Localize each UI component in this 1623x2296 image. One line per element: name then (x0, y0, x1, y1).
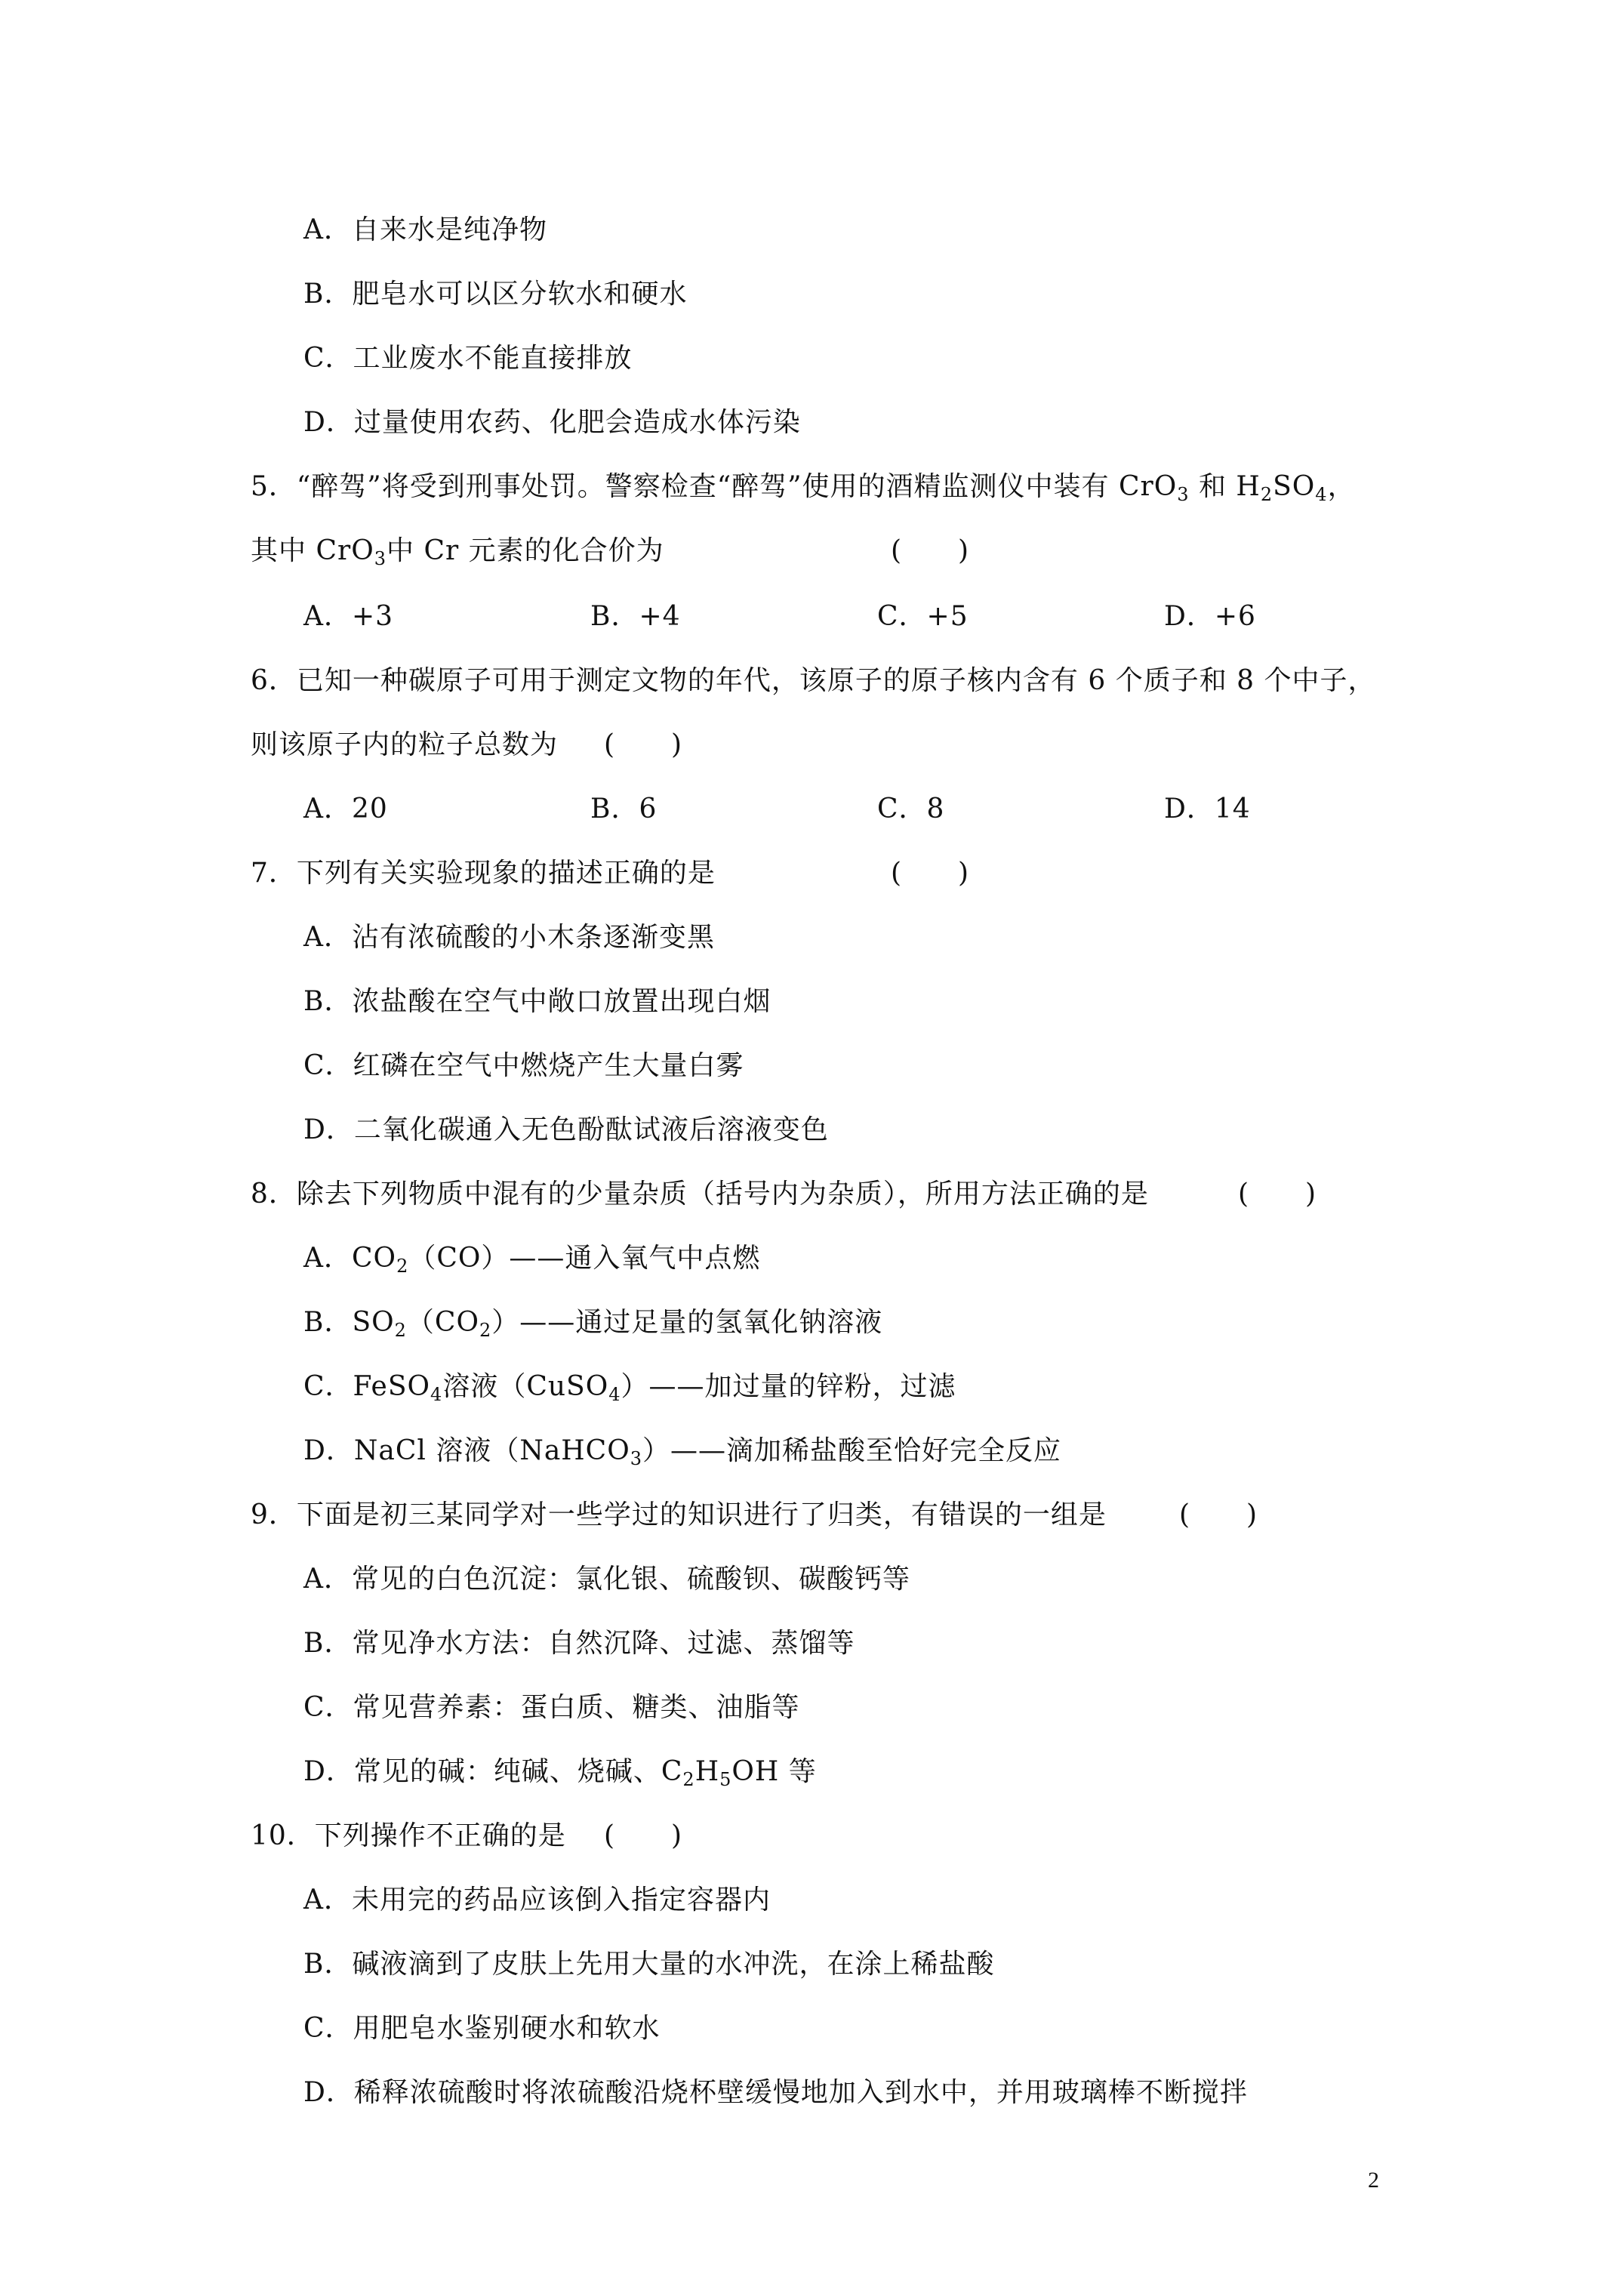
q5-option-b: B．+4 (590, 601, 681, 632)
q6-option-c: C．8 (877, 794, 945, 824)
q8-option-a: A．$CO_2(CO)——$通入氧气中点燃 (303, 1243, 761, 1277)
q6-option-d: D．14 (1164, 794, 1251, 824)
q7-option-b: B．浓盐酸在空气中敞口放置出现白烟 (303, 986, 771, 1017)
q8-stem: 8．除去下列物质中混有的少量杂质（括号内为杂质），所用方法正确的是 ( ) (251, 1172, 1383, 1217)
q6-option-a: A．20 (303, 794, 388, 824)
q9-option-b: B．常见净水方法：自然沉降、过滤、蒸馏等 (303, 1628, 855, 1659)
q10-option-a: A．未用完的药品应该倒入指定容器内 (303, 1885, 771, 1915)
q6-options (303, 787, 1436, 832)
q5-option-d: D．+6 (1164, 601, 1256, 632)
q5-option-c: C．+5 (877, 601, 969, 632)
q6-option-b: B．6 (590, 794, 658, 824)
q4-option-d: D．过量使用农药、化肥会造成水体污染 (303, 407, 801, 438)
q4-option-c: C．工业废水不能直接排放 (303, 343, 633, 374)
page-number: 2 (1368, 2168, 1379, 2193)
q6-stem-line1: 6．已知一种碳原子可用于测定文物的年代，该原子的原子核内含有 6 个质子和 8 个中子， (251, 665, 1376, 696)
q8-option-d: D．NaCl 溶液（NaHCO$_3$）——滴加稀盐酸至恰好完全反应 (303, 1435, 1062, 1469)
q10-stem: 10．下列操作不正确的是 ( ) (251, 1814, 1383, 1859)
q9-option-c: C．常见营养素：蛋白质、糖类、油脂等 (303, 1692, 800, 1723)
q10-option-c: C．用肥皂水鉴别硬水和软水 (303, 2013, 661, 2044)
q7-option-c: C．红磷在空气中燃烧产生大量白雾 (303, 1050, 744, 1081)
q8-option-c: C．FeSO$_4$溶液（CuSO$_4$）——加过量的锌粉，过滤 (303, 1371, 956, 1405)
q7-option-d: D．二氧化碳通入无色酚酞试液后溶液变色 (303, 1114, 829, 1145)
q4-option-a: A．自来水是纯净物 (303, 214, 547, 245)
q9-option-d: D．常见的碱：纯碱、烧碱、$C_2H_5OH$ 等 (303, 1756, 817, 1790)
q10-answer-bracket: ( ) (604, 1820, 683, 1851)
q5-stem-line1: 5．“醉驾”将受到刑事处罚。警察检查“醉驾”使用的酒精监测仪中装有 CrO$_3$ 和 $H_2SO_4$， (251, 471, 1356, 505)
q5-answer-bracket: ( ) (891, 535, 970, 566)
q8-answer-bracket: ( ) (1238, 1179, 1317, 1210)
q6-stem-line2: 则该原子内的粒子总数为 ( ) (251, 723, 1383, 768)
q6-answer-bracket: ( ) (604, 729, 683, 760)
q7-answer-bracket: ( ) (891, 858, 970, 889)
q5-options (303, 594, 1436, 639)
q7-stem: 7．下列有关实验现象的描述正确的是 ( ) (251, 851, 1383, 896)
q7-option-a: A．沾有浓硫酸的小木条逐渐变黑 (303, 922, 715, 953)
q9-option-a: A．常见的白色沉淀：氯化银、硫酸钡、碳酸钙等 (303, 1564, 910, 1595)
q5-stem-line2: 其中 CrO$_3$中 Cr 元素的化合价为 ( ) (251, 529, 1383, 574)
q9-stem: 9．下面是初三某同学对一些学过的知识进行了归类，有错误的一组是 ( ) (251, 1493, 1383, 1538)
q5-option-a: A．+3 (303, 601, 394, 632)
q10-option-b: B．碱液滴到了皮肤上先用大量的水冲洗，在涂上稀盐酸 (303, 1949, 995, 1980)
q8-option-b: B．$SO_2(CO_2)——$通过足量的氢氧化钠溶液 (303, 1307, 883, 1341)
q4-option-b: B．肥皂水可以区分软水和硬水 (303, 279, 688, 310)
q9-answer-bracket: ( ) (1179, 1499, 1258, 1530)
q10-option-d: D．稀释浓硫酸时将浓硫酸沿烧杯壁缓慢地加入到水中，并用玻璃棒不断搅拌 (303, 2077, 1248, 2108)
